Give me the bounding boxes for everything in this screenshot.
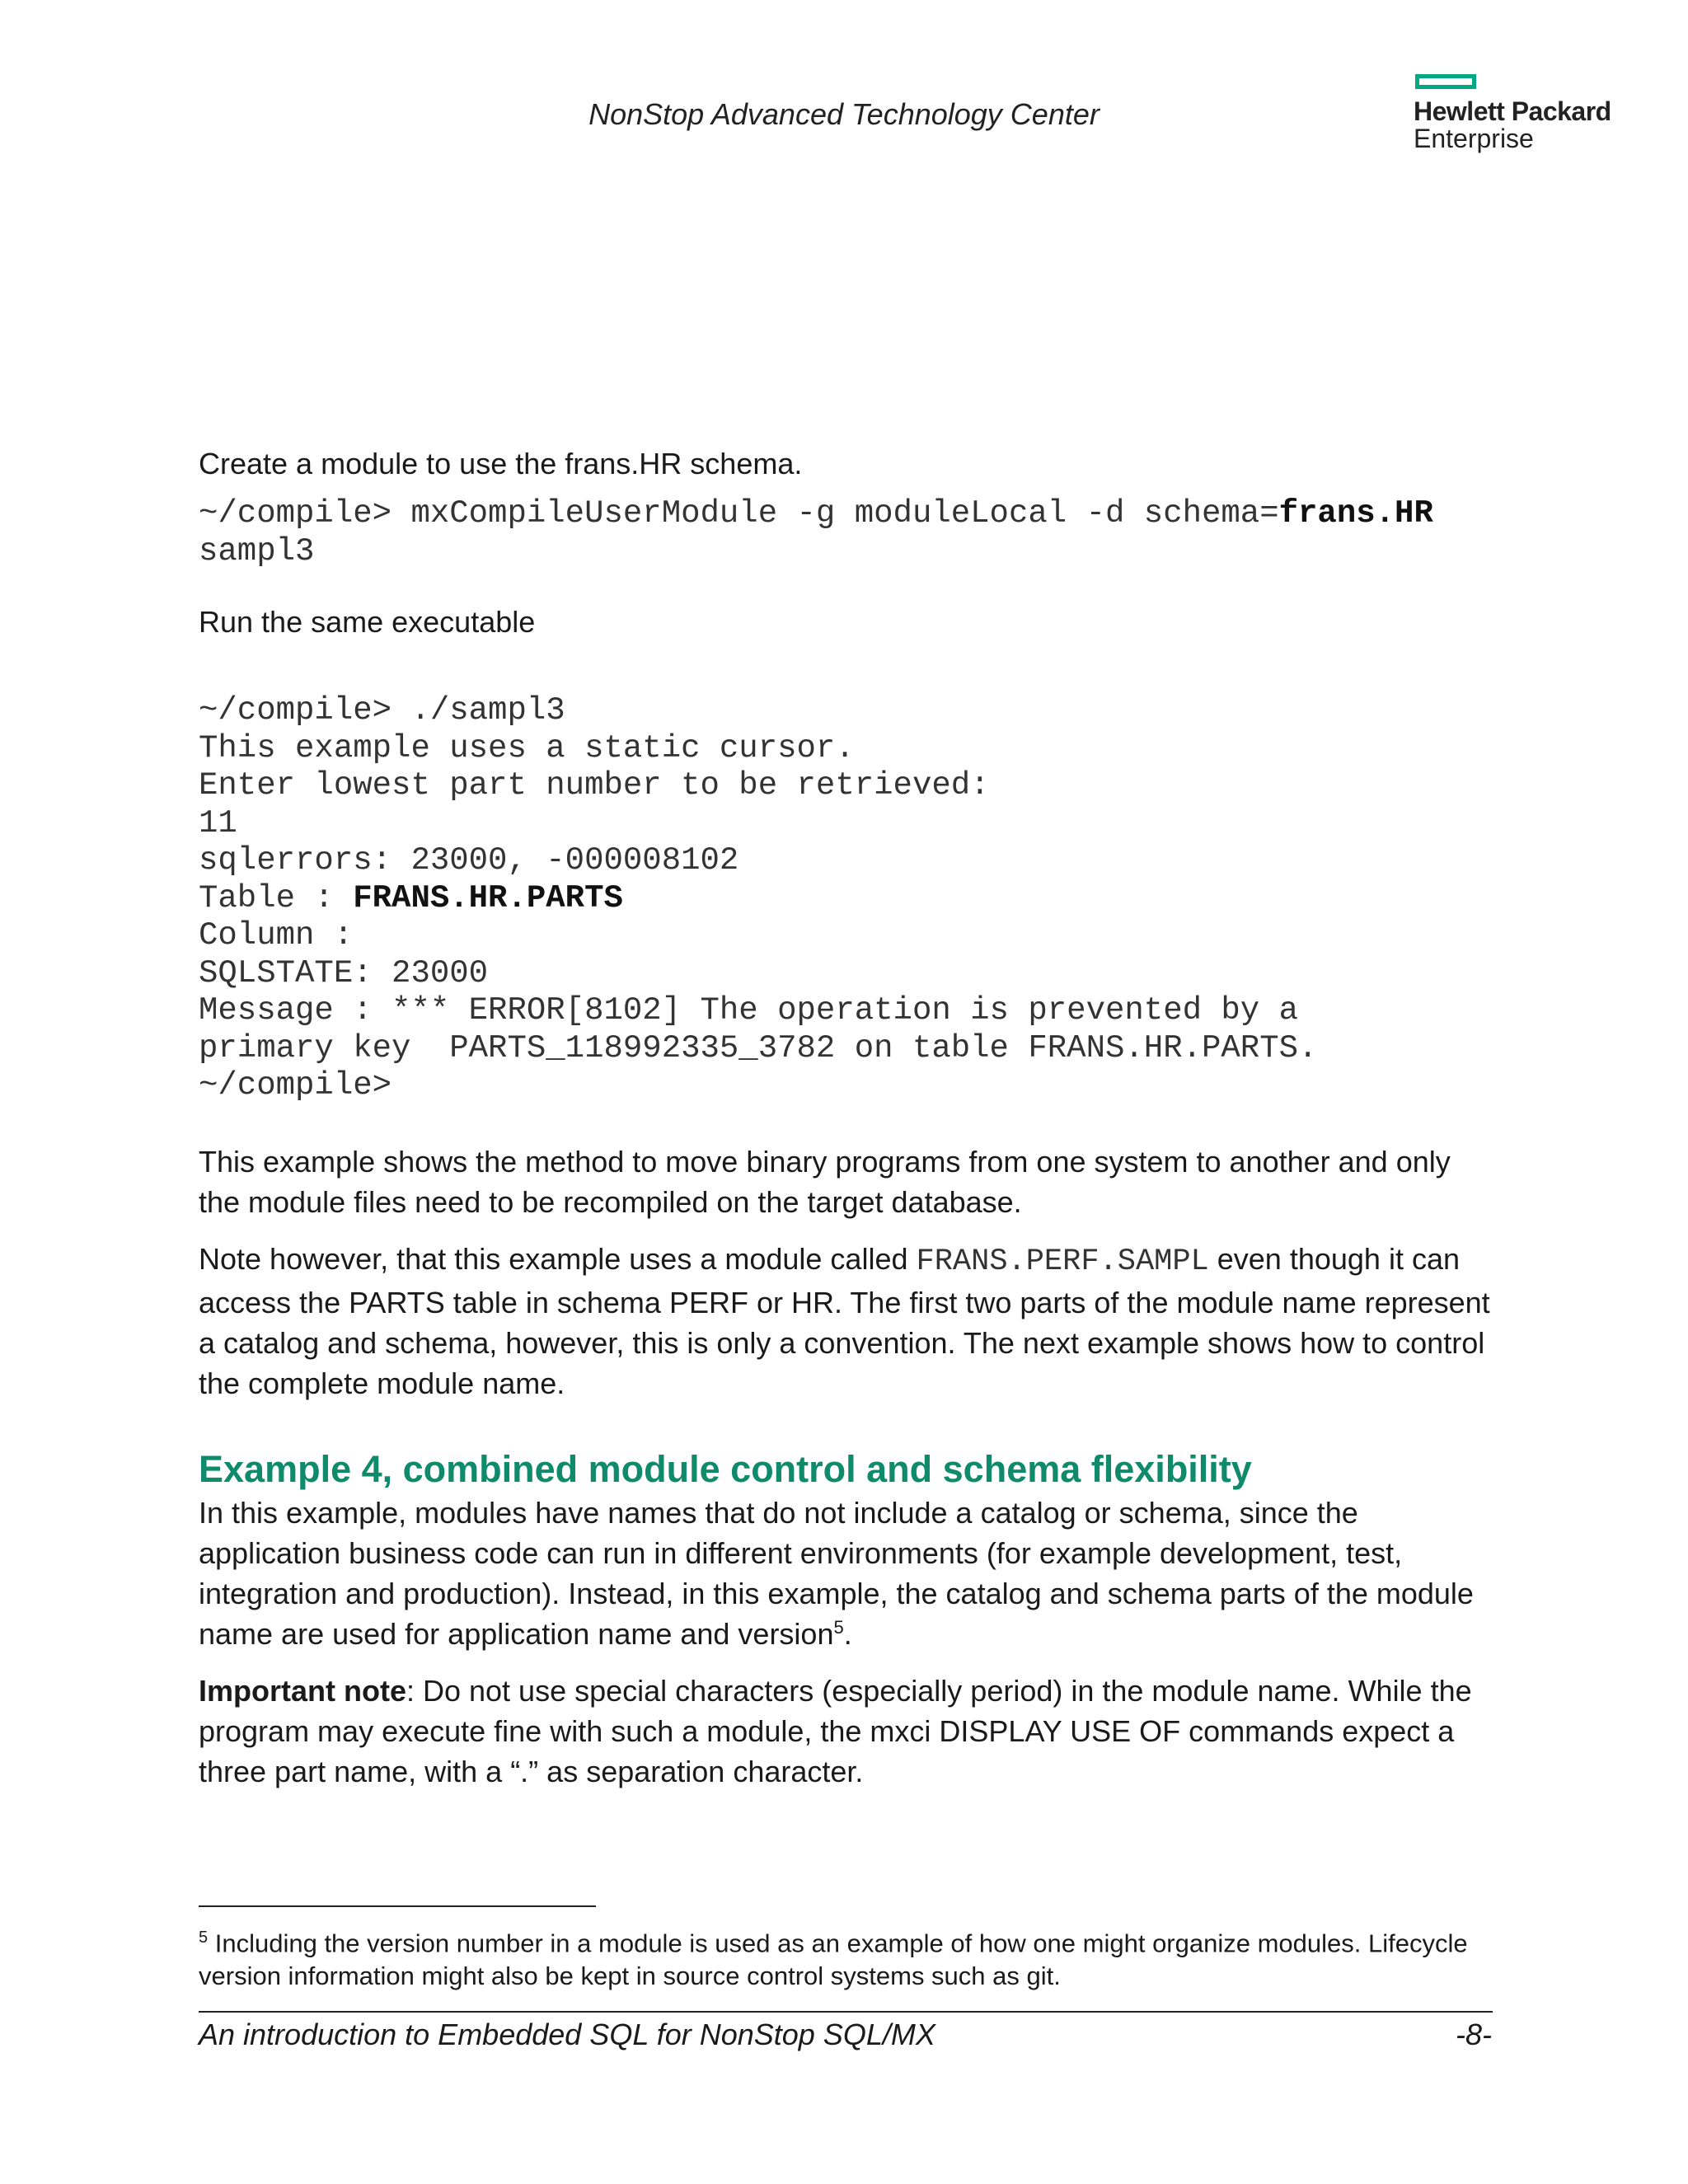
important-note — [199, 1671, 1493, 1792]
program-output-block — [199, 692, 1493, 1105]
output-lines-b: Column : SQLSTATE: 23000 Message : *** ERROR[8102] The operation is prevented by a primary key PARTS_118992335_3782 on table FRANS.HR.PARTS. ~/compile> — [199, 917, 1318, 1104]
footnote-marker: 5 — [199, 1929, 209, 1947]
compile-command-block — [199, 495, 1493, 570]
output-lines-a: ~/compile> ./sampl3 This example uses a static cursor. Enter lowest part number to be retrieved: 11 sqlerrors: 23000, -000008102 — [199, 692, 990, 879]
intro-text: Create a module to use the frans.HR schema. — [199, 447, 803, 480]
footnote-divider — [199, 1905, 596, 1907]
section-paragraph-text: In this example, modules have names that do not include a catalog or schema, since the application business code can run in different environments (for example development, test, integration and production). Instead, in this example, the catalog and schema parts of the module name are used for application name and version — [199, 1495, 1474, 1651]
para2-after: even though it can access the PARTS table in schema PERF or HR. The first two parts of the module name represent a catalog and schema, however, this is only a convention. The next example shows how to control the complete module name. — [199, 1241, 1490, 1400]
compile-command-schema: frans.HR — [1278, 495, 1433, 532]
section-paragraph-end: . — [843, 1616, 852, 1651]
footnote — [199, 1921, 1501, 1993]
hpe-logo — [1414, 74, 1611, 152]
footer-divider — [199, 2011, 1493, 2013]
logo-line1: Hewlett Packard — [1414, 96, 1611, 126]
section-paragraph — [199, 1493, 1493, 1654]
footer-page-number: -8- — [1456, 2018, 1492, 2051]
page-content — [199, 443, 1493, 1792]
para2-before: Note however, that this example uses a module called — [199, 1241, 917, 1276]
run-text: Run the same executable — [199, 605, 536, 639]
output-table-prefix: Table : — [199, 879, 354, 916]
output-table-name: FRANS.HR.PARTS — [353, 879, 623, 916]
compile-command-line2: sampl3 — [199, 532, 315, 569]
footer-document-title: An introduction to Embedded SQL for NonStop SQL/MX — [199, 2018, 935, 2051]
important-note-label: Important note — [199, 1673, 406, 1708]
paragraph-module-name-note — [199, 1239, 1493, 1404]
important-note-text: : Do not use special characters (especially period) in the module name. While the program may execute fine with such a module, the mxci DISPLAY USE OF commands expect a three part name, with a “.” as separation character. — [199, 1673, 1472, 1788]
page-header-title: NonStop Advanced Technology Center — [588, 97, 1100, 131]
module-name-code: FRANS.PERF.SAMPL — [916, 1244, 1209, 1279]
logo-line2: Enterprise — [1414, 124, 1534, 153]
footnote-reference: 5 — [833, 1616, 844, 1638]
footnote-text: Including the version number in a module is used as an example of how one might organize modules. Lifecycle version information might also be kept in source control systems such as git. — [199, 1929, 1468, 1991]
section-heading: Example 4, combined module control and schema flexibility — [199, 1447, 1252, 1490]
paragraph-binary-programs: This example shows the method to move binary programs from one system to another and only the module files need to be recompiled on the target database. — [199, 1144, 1451, 1219]
hpe-logo-mark — [1415, 74, 1476, 89]
compile-command-prefix: ~/compile> mxCompileUserModule -g moduleLocal -d schema= — [199, 495, 1279, 532]
